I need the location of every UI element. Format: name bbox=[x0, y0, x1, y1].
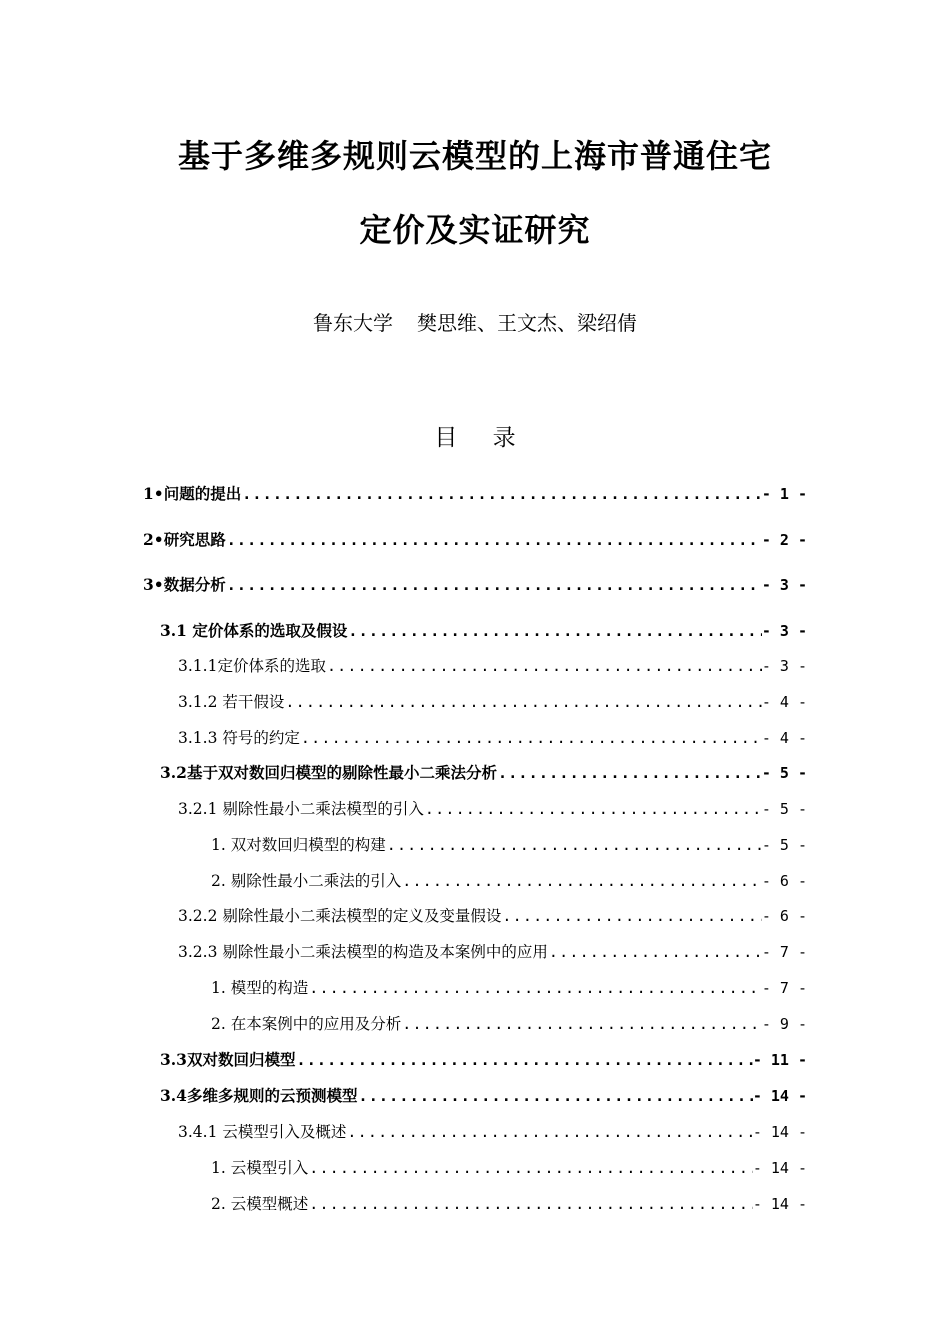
toc-leader-dots bbox=[308, 1157, 753, 1179]
toc-entry-page: - 5 - bbox=[761, 800, 807, 818]
toc-leader-dots bbox=[357, 1085, 752, 1107]
toc-entry-page: - 1 - bbox=[761, 485, 807, 503]
toc-entry-3-2-3-a[interactable] bbox=[211, 977, 807, 999]
toc-entry-page: - 6 - bbox=[761, 907, 807, 925]
toc-entry-3-1[interactable] bbox=[160, 620, 807, 642]
toc-entry-label: 1. 双对数回归模型的构建 bbox=[211, 836, 386, 854]
toc-leader-dots bbox=[386, 834, 762, 856]
toc-entry-page: - 5 - bbox=[761, 764, 807, 782]
toc-entry-page: - 5 - bbox=[761, 836, 807, 854]
toc-entry-3-4-1[interactable] bbox=[178, 1121, 807, 1143]
toc-entry-3-2-1-a[interactable] bbox=[211, 834, 807, 856]
toc-entry-3-2-3-b[interactable] bbox=[211, 1013, 807, 1035]
toc-entry-label: 3.1.1定价体系的选取 bbox=[178, 657, 326, 675]
toc-entry-3-1-3[interactable] bbox=[178, 727, 807, 749]
toc-leader-dots bbox=[241, 483, 762, 505]
toc-leader-dots bbox=[308, 977, 762, 999]
toc-entry-page: - 4 - bbox=[761, 693, 807, 711]
toc-entry-3-1-2[interactable] bbox=[178, 691, 807, 713]
toc-entry-3-4[interactable] bbox=[160, 1085, 807, 1107]
toc-entry-label: 1•问题的提出 bbox=[143, 484, 242, 503]
toc-entry-page: - 3 - bbox=[761, 657, 807, 675]
toc-entry-label: 3.4.1 云模型引入及概述 bbox=[178, 1123, 347, 1141]
toc-entry-page: - 14 - bbox=[752, 1087, 807, 1105]
toc-entry-label: 1. 云模型引入 bbox=[211, 1159, 309, 1177]
toc-entry-label: 3.2.3 剔除性最小二乘法模型的构造及本案例中的应用 bbox=[178, 943, 548, 961]
toc-leader-dots bbox=[401, 870, 762, 892]
toc-leader-dots bbox=[226, 574, 762, 596]
toc-entry-label: 3.1.2 若干假设 bbox=[178, 693, 285, 711]
toc-entry-page: - 2 - bbox=[761, 531, 807, 549]
author-affiliation: 鲁东大学 bbox=[313, 311, 393, 335]
toc-entry-3[interactable] bbox=[143, 574, 807, 596]
toc-entry-3-2-2[interactable] bbox=[178, 905, 807, 927]
toc-leader-dots bbox=[497, 762, 762, 784]
toc-entry-page: - 14 - bbox=[752, 1159, 807, 1177]
toc-entry-page: - 7 - bbox=[761, 979, 807, 997]
toc-entry-3-4-1-a[interactable] bbox=[211, 1157, 807, 1179]
toc-entry-label: 2. 剔除性最小二乘法的引入 bbox=[211, 872, 402, 890]
toc-entry-page: - 14 - bbox=[752, 1195, 807, 1213]
toc-entry-label: 3.1.3 符号的约定 bbox=[178, 729, 300, 747]
toc-heading: 目 录 bbox=[434, 425, 530, 451]
toc-entry-page: - 3 - bbox=[761, 576, 807, 594]
toc-entry-3-2-1-b[interactable] bbox=[211, 870, 807, 892]
toc-entry-label: 3.2.1 剔除性最小二乘法模型的引入 bbox=[178, 800, 424, 818]
toc-leader-dots bbox=[501, 905, 761, 927]
toc-entry-label: 3.2.2 剔除性最小二乘法模型的定义及变量假设 bbox=[178, 907, 502, 925]
toc-entry-label: 2. 云模型概述 bbox=[211, 1195, 309, 1213]
toc-entry-label: 1. 模型的构造 bbox=[211, 979, 309, 997]
toc-entry-label: 3.2基于双对数回归模型的剔除性最小二乘法分析 bbox=[160, 763, 497, 782]
document-title-line-1: 基于多维多规则云模型的上海市普通住宅 bbox=[177, 137, 772, 175]
toc-leader-dots bbox=[226, 529, 762, 551]
toc-entry-label: 2•研究思路 bbox=[143, 530, 226, 549]
toc-leader-dots bbox=[401, 1013, 762, 1035]
toc-entry-page: - 3 - bbox=[761, 622, 807, 640]
toc-leader-dots bbox=[300, 727, 762, 749]
toc-leader-dots bbox=[326, 655, 762, 677]
toc-leader-dots bbox=[308, 1193, 753, 1215]
toc-entry-label: 3.3双对数回归模型 bbox=[160, 1050, 296, 1069]
toc-entry-label: 3.4多维多规则的云预测模型 bbox=[160, 1086, 358, 1105]
document-title-line-2: 定价及实证研究 bbox=[359, 211, 591, 249]
toc-entry-3-2-3[interactable] bbox=[178, 941, 807, 963]
toc-entry-3-2-1[interactable] bbox=[178, 798, 807, 820]
toc-leader-dots bbox=[424, 798, 762, 820]
toc-leader-dots bbox=[548, 941, 762, 963]
author-names: 樊思维、王文杰、梁绍倩 bbox=[417, 311, 637, 335]
toc-entry-2[interactable] bbox=[143, 529, 807, 551]
toc-entry-3-1-1[interactable] bbox=[178, 655, 807, 677]
toc-leader-dots bbox=[346, 1121, 752, 1143]
toc-entry-page: - 9 - bbox=[761, 1015, 807, 1033]
toc-entry-3-3[interactable] bbox=[160, 1049, 807, 1071]
toc-entry-3-2[interactable] bbox=[160, 762, 807, 784]
toc-leader-dots bbox=[347, 620, 761, 642]
toc-entry-1[interactable] bbox=[143, 483, 807, 505]
toc-entry-label: 3.1 定价体系的选取及假设 bbox=[160, 621, 348, 640]
toc-entry-label: 3•数据分析 bbox=[143, 575, 226, 594]
toc-entry-page: - 7 - bbox=[761, 943, 807, 961]
toc-entry-page: - 4 - bbox=[761, 729, 807, 747]
toc-entry-page: - 14 - bbox=[752, 1123, 807, 1141]
toc-entry-page: - 11 - bbox=[752, 1051, 807, 1069]
toc-leader-dots bbox=[284, 691, 761, 713]
toc-entry-page: - 6 - bbox=[761, 872, 807, 890]
toc-entry-label: 2. 在本案例中的应用及分析 bbox=[211, 1015, 402, 1033]
toc-entry-3-4-1-b[interactable] bbox=[211, 1193, 807, 1215]
toc-leader-dots bbox=[295, 1049, 752, 1071]
